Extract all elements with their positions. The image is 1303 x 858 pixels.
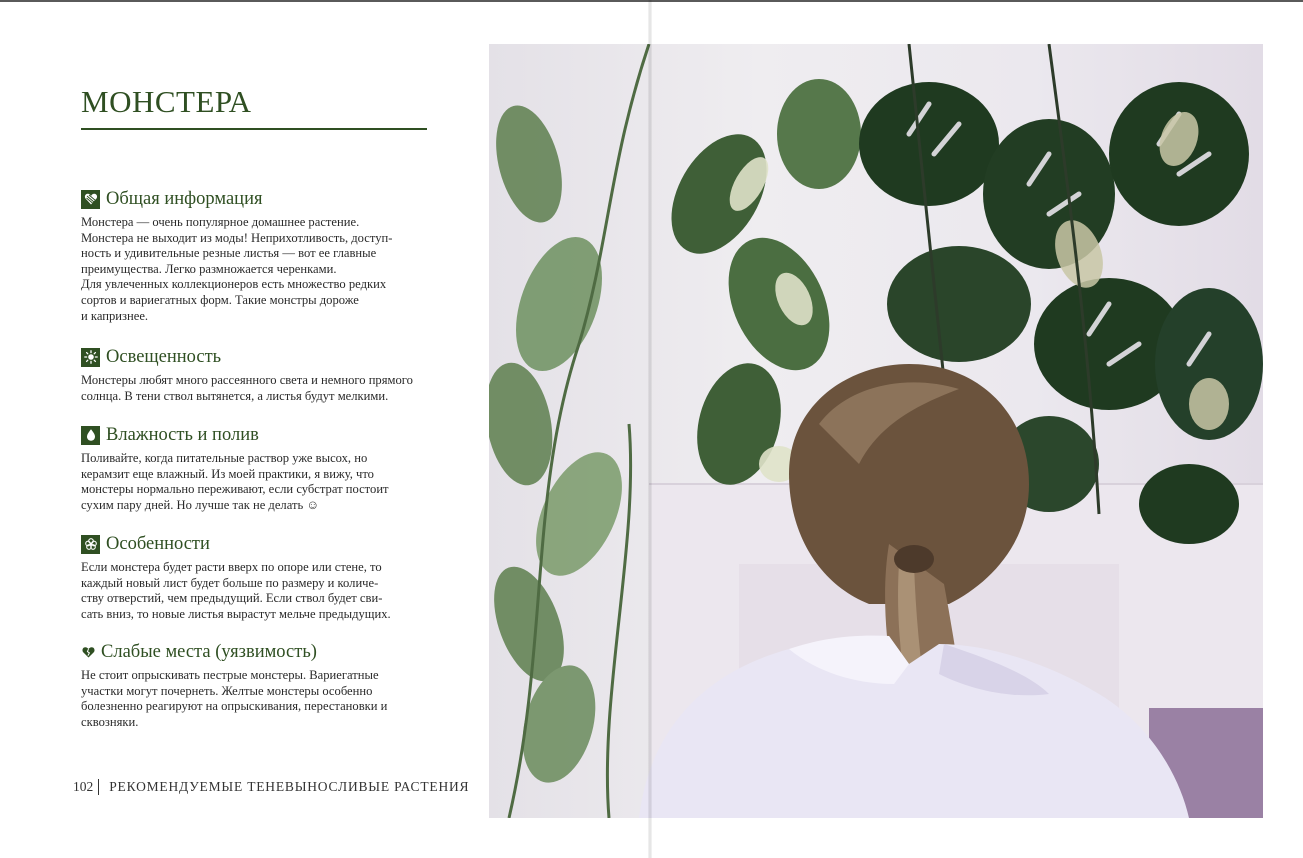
text-line: монстеры нормально переживают, если субстрат постоит bbox=[81, 482, 389, 497]
section-header bbox=[81, 345, 431, 369]
text-line: сквозняки. bbox=[81, 714, 139, 729]
text-line: солнца. В тени ствол вытянется, а листья будут мелкими. bbox=[81, 388, 389, 403]
section-body bbox=[81, 215, 431, 324]
section-heading: Освещенность bbox=[106, 346, 222, 367]
text-line: каждый новый лист будет больше по размеру и количе- bbox=[81, 575, 379, 590]
text-line: преимущества. Легко размножается черенками. bbox=[81, 261, 337, 276]
text-line: ству отверстий, чем предыдущий. Если ствол будет сви- bbox=[81, 591, 383, 606]
chapter-title: РЕКОМЕНДУЕМЫЕ ТЕНЕВЫНОСЛИВЫЕ РАСТЕНИЯ bbox=[109, 779, 470, 794]
page-number: 102 bbox=[73, 779, 94, 794]
section-body bbox=[81, 668, 431, 730]
text-line: Монстера не выходит из моды! Неприхотливость, доступ- bbox=[81, 230, 393, 245]
section-body bbox=[81, 560, 431, 622]
broken-heart-icon bbox=[81, 643, 95, 662]
section-general-info bbox=[81, 187, 431, 324]
sun-icon bbox=[81, 348, 100, 367]
section-heading: Особенности bbox=[106, 533, 210, 554]
book-spine bbox=[648, 0, 652, 858]
text-line: Монстера — очень популярное домашнее растение. bbox=[81, 215, 360, 229]
section-weak-points bbox=[81, 640, 431, 730]
text-line: сать вниз, то новые листья вырастут мельче предыдущих. bbox=[81, 606, 391, 621]
section-humidity-watering bbox=[81, 423, 431, 513]
section-heading: Слабые места (уязвимость) bbox=[101, 641, 317, 662]
section-heading: Влажность и полив bbox=[106, 424, 259, 445]
text-line: участки могут почернеть. Желтые монстеры особенно bbox=[81, 683, 373, 698]
photo-woman-with-monstera bbox=[489, 44, 1263, 818]
text-line: сухим пару дней. Но лучше так не делать ☺ bbox=[81, 497, 320, 512]
section-lighting bbox=[81, 345, 431, 404]
text-line: сортов и вариегатных форм. Такие монстры дороже bbox=[81, 292, 359, 307]
text-line: Не стоит опрыскивать пестрые монстеры. Вариегатные bbox=[81, 668, 379, 682]
section-body bbox=[81, 451, 431, 513]
flower-icon bbox=[81, 535, 100, 554]
section-body bbox=[81, 373, 431, 404]
text-line: и капризнее. bbox=[81, 308, 149, 323]
section-header bbox=[81, 423, 431, 447]
section-header bbox=[81, 187, 431, 211]
section-heading: Общая информация bbox=[106, 188, 263, 209]
footer-divider bbox=[98, 779, 99, 795]
text-line: керамзит еще влажный. Из моей практики, я вижу, что bbox=[81, 466, 374, 481]
text-line: Монстеры любят много рассеянного света и немного прямого bbox=[81, 373, 413, 387]
photo-illustration bbox=[489, 44, 1263, 818]
section-header bbox=[81, 640, 431, 664]
text-line: ность и удивительные резные листья — вот ее главные bbox=[81, 246, 377, 261]
page-footer bbox=[73, 779, 469, 795]
title-underline bbox=[81, 128, 427, 130]
section-header bbox=[81, 532, 431, 556]
text-line: Если монстера будет расти вверх по опоре или стене, то bbox=[81, 560, 382, 574]
text-line: Для увлеченных коллекционеров есть множество редких bbox=[81, 277, 387, 292]
water-drop-icon bbox=[81, 426, 100, 445]
text-line: болезненно реагируют на опрыскивания, перестановки и bbox=[81, 699, 388, 714]
text-line: Поливайте, когда питательные раствор уже высох, но bbox=[81, 451, 368, 465]
section-features bbox=[81, 532, 431, 622]
page-title: МОНСТЕРА bbox=[81, 84, 252, 119]
heart-leaf-icon bbox=[81, 190, 100, 209]
